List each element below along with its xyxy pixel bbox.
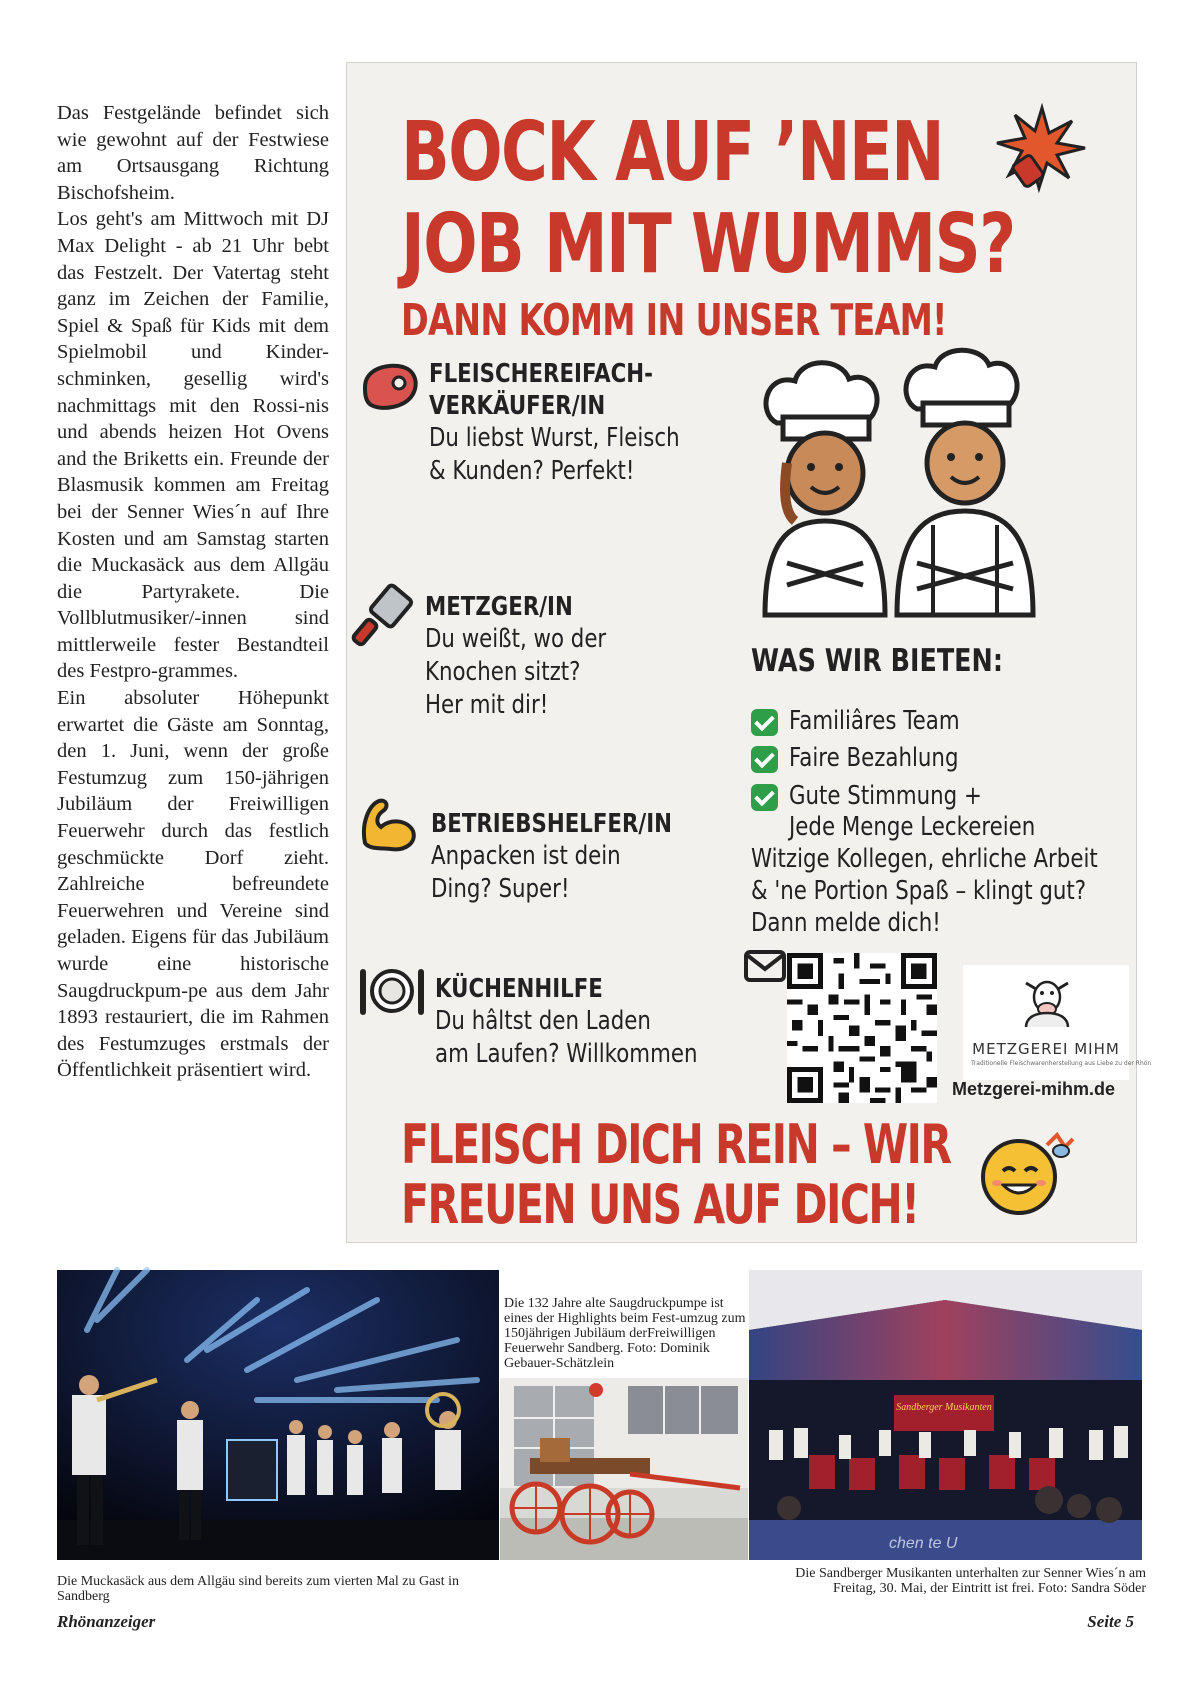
job-description: Anpacken ist dein (431, 841, 621, 871)
job-description: Ding? Super! (431, 874, 570, 904)
job-title: VERKÄUFER/IN (429, 391, 606, 421)
stage-text: chen te U (889, 1535, 958, 1552)
concert-photo (57, 1270, 499, 1560)
firecracker-icon (987, 103, 1087, 193)
job-title: FLEISCHEREIFACH- (429, 359, 653, 389)
job-description: & Kunden? Perfekt! (429, 456, 635, 486)
checkmark-icon (751, 709, 778, 736)
cleaver-icon (353, 583, 417, 647)
offers-title: WAS WIR BIETEN: (751, 643, 1003, 679)
caption-pump: Die 132 Jahre alte Saugdruckpumpe ist eines der Highlights beim Fest-umzug zum 150jährigen Jubiläum derFreiwilligen Feuerwehr Sandberg. Foto: Dominik Gebauer-Schätzlein (504, 1296, 746, 1371)
plate-cutlery-icon (357, 961, 427, 1021)
qr-code[interactable] (787, 953, 937, 1103)
job-description: am Laufen? Willkommen (435, 1039, 698, 1069)
envelope-icon (743, 949, 787, 983)
offers-section: WAS WIR BIETEN: Familiâres Team Faire Bezahlung Gute Stimmung + Jede Menge Leckereien (751, 643, 1036, 842)
checkmark-icon (751, 746, 778, 773)
caption-band: Die Sandberger Musikanten unterhalten zur Senner Wies´n am Freitag, 30. Mai, der Eintritt ist frei. Foto: Sandra Söder (795, 1566, 1146, 1596)
job-kuechenhilfe (435, 973, 755, 1071)
job-advertisement (346, 62, 1152, 1243)
muscle-arm-icon (355, 793, 421, 855)
job-metzger (425, 591, 646, 722)
article-paragraph: Los geht's am Mittwoch mit DJ Max Delight - ab 21 Uhr bebt das Festzelt. Der Vatertag steht ganz im Zeichen der Familie, Spiel & Spaß für Kids mit dem Spielmobil und Kinder-schminken, gesellig wird's nachmittags mit den Rossi-nis und abends heizen Hot Ovens and the Briketts ein. Freunde der Blasmusik kommen am Freitag bei der Senner Wies´n auf Ihre Kosten und am Samstag starten die Muckasäck aus dem Allgäu die Partyrakete. Die Vollblutmusiker/-innen sind mittlerweile fester Bestandteil des Festpro-grammes. (57, 208, 329, 683)
pitch-text: Witzige Kollegen, ehrliche Arbeit & 'ne Portion Spaß – klingt gut? Dann melde dich! (751, 844, 1098, 938)
ad-headline-2: JOB MIT WUMMS? (401, 197, 1015, 292)
cow-icon (1018, 969, 1076, 1031)
website-url[interactable]: Metzgerei-mihm.de (952, 1079, 1116, 1099)
ad-headline-1: BOCK AUF ’NEN (401, 105, 944, 200)
job-description: Knochen sitzt? (425, 657, 581, 687)
chefs-illustration (757, 353, 1047, 623)
ad-footer-1: FLEISCH DICH REIN – WIR (401, 1113, 951, 1176)
job-description: Du weißt, wo der (425, 624, 607, 654)
job-description: Du liebst Wurst, Fleisch (429, 423, 680, 453)
job-title: KÜCHENHILFE (435, 974, 603, 1004)
pump-photo (500, 1378, 748, 1560)
job-title: METZGER/IN (425, 592, 573, 622)
publication-name: Rhönanzeiger (57, 1612, 156, 1631)
ad-subheadline: DANN KOMM IN UNSER TEAM! (401, 295, 947, 346)
caption-concert: Die Muckasäck aus dem Allgäu sind bereits zum vierten Mal zu Gast in Sandberg (57, 1574, 460, 1604)
band-banner-text: Sandberger Musikanten (896, 1402, 992, 1413)
smiley-icon (977, 1129, 1077, 1219)
job-description: Her mit dir! (425, 690, 549, 720)
article-paragraph: Ein absoluter Höhepunkt erwartet die Gäste am Sonntag, den 1. Juni, wenn der große Festumzug zum 150-jährigen Jubiläum der Freiwilligen Feuerwehr durch das festlich geschmückte Dorf zieht. Zahlreiche befreundete Feuerwehren und Vereine sind geladen. Eigens für das Jubiläum wurde eine historische Saugdruckpum-pe aus dem Jahr 1893 restauriert, die im Rahmen des Festumzuges erstmals der Öffentlichkeit präsentiert wird. (57, 687, 329, 1082)
job-betriebshelfer (431, 808, 725, 906)
article-column (57, 100, 329, 1084)
ad-footer-2: FREUEN UNS AUF DICH! (401, 1173, 919, 1236)
job-title: BETRIEBSHELFER/IN (431, 809, 672, 839)
checkmark-icon (751, 784, 778, 811)
job-fleischereifachverkaeufer (429, 358, 735, 488)
job-description: Du hâltst den Laden (435, 1006, 651, 1036)
steak-icon (357, 361, 421, 413)
article-paragraph: Das Festgelände befindet sich wie gewohnt auf der Festwiese am Ortsausgang Richtung Bischofsheim. (57, 102, 329, 204)
metzgerei-mihm-logo: METZGEREI MIHM Traditionelle Fleischwarenherstellung aus Liebe zu der Rhön (963, 965, 1129, 1080)
band-photo (749, 1270, 1142, 1560)
page-number: Seite 5 (1087, 1612, 1134, 1631)
